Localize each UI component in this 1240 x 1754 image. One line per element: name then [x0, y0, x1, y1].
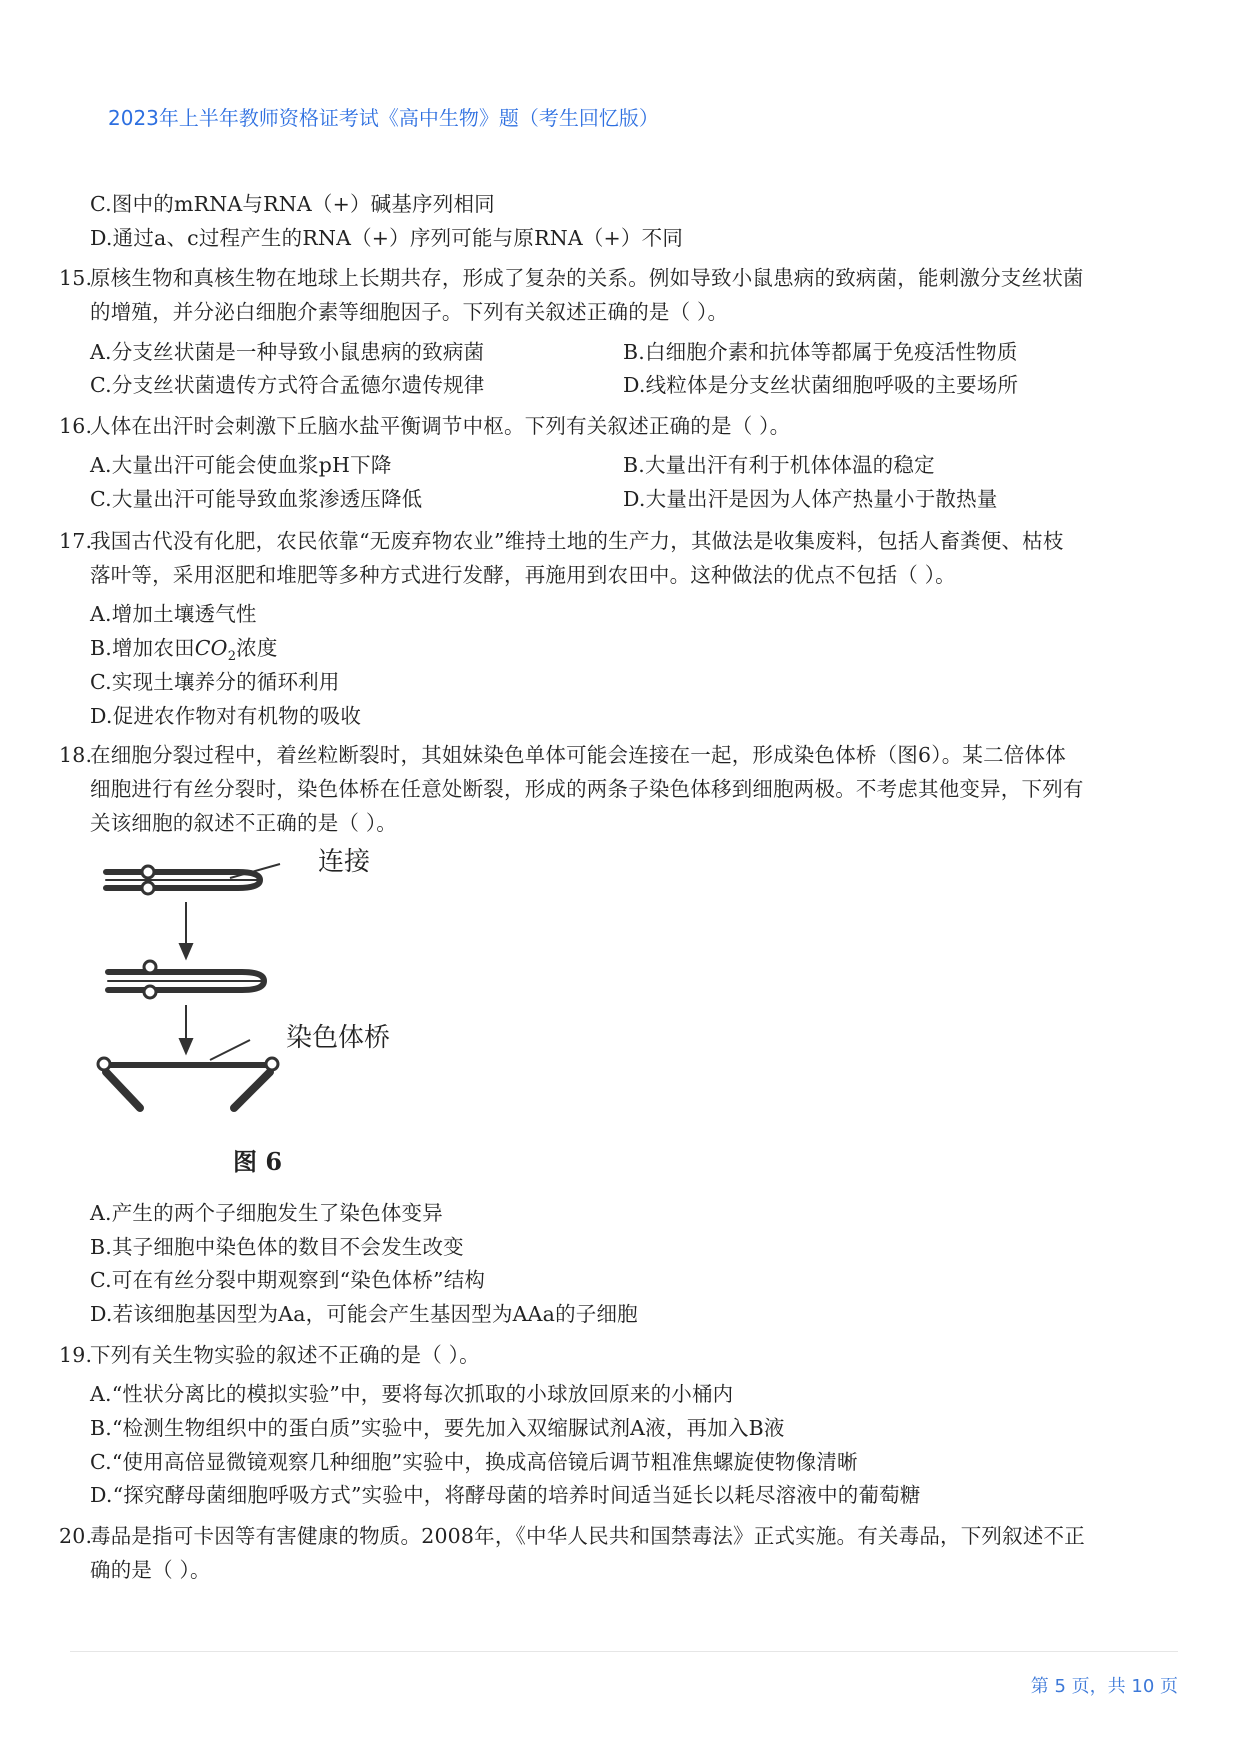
option-b-text: B.增加农田: [90, 636, 195, 660]
question-stem: 落叶等，采用沤肥和堆肥等多种方式进行发酵，再施用到农田中。这种做法的优点不包括（ ）。: [90, 563, 956, 587]
question-stem: 确的是（ ）。: [90, 1558, 211, 1582]
page-number: 第 5 页，共 10 页: [1030, 1676, 1178, 1697]
question-stem: 在细胞分裂过程中，着丝粒断裂时，其姐妹染色单体可能会连接在一起，形成染色体桥（图6）。某二倍体体: [90, 743, 1066, 767]
option-c: C.“使用高倍显微镜观察几种细胞”实验中，换成高倍镜后调节粗准焦螺旋使物像清晰: [90, 1450, 858, 1474]
document-header-title: 2023年上半年教师资格证考试《高中生物》题（考生回忆版）: [108, 106, 659, 130]
option-b: B.大量出汗有利于机体体温的稳定: [623, 453, 935, 477]
question-stem: 毒品是指可卡因等有害健康的物质。2008年，《中华人民共和国禁毒法》正式实施。有关毒品，下列叙述不正: [90, 1524, 1085, 1548]
question-stem: 原核生物和真核生物在地球上长期共存，形成了复杂的关系。例如导致小鼠患病的致病菌，能刺激分支丝状菌: [90, 266, 1084, 290]
question-number: 15.: [59, 266, 93, 290]
option-b: [90, 635, 278, 670]
question-number: 18.: [59, 743, 93, 767]
figure-caption: 图 6: [233, 1147, 283, 1176]
option-a: A.大量出汗可能会使血浆pH下降: [90, 453, 392, 477]
chromosome-bridge: [98, 1058, 278, 1108]
question-number: 20.: [59, 1524, 93, 1548]
question-number: 17.: [59, 529, 93, 553]
arrow-down-icon: [180, 1005, 192, 1053]
option-c: C.可在有丝分裂中期观察到“染色体桥”结构: [90, 1268, 486, 1292]
question-stem: 下列有关生物实验的叙述不正确的是（ ）。: [90, 1343, 480, 1367]
label-connect: 连接: [318, 847, 371, 877]
option-b: B.其子细胞中染色体的数目不会发生改变: [90, 1235, 464, 1259]
co2-formula: CO: [194, 636, 228, 660]
option-d: D.线粒体是分支丝状菌细胞呼吸的主要场所: [623, 373, 1019, 397]
bridge-pointer-line: [210, 1040, 250, 1060]
option-c: C.分支丝状菌遗传方式符合孟德尔遗传规律: [90, 373, 485, 397]
question-number: 16.: [59, 414, 93, 438]
option-a: A.“性状分离比的模拟实验”中，要将每次抓取的小球放回原来的小桶内: [90, 1382, 734, 1406]
question-stem: 的增殖，并分泌白细胞介素等细胞因子。下列有关叙述正确的是（ ）。: [90, 300, 729, 324]
question-stem: 我国古代没有化肥，农民依靠“无废弃物农业”维持土地的生产力，其做法是收集废料，包括人畜粪便、枯枝: [90, 529, 1064, 553]
option-b: B.“检测生物组织中的蛋白质”实验中，要先加入双缩脲试剂A液，再加入B液: [90, 1416, 785, 1440]
question-stem: 细胞进行有丝分裂时，染色体桥在任意处断裂，形成的两条子染色体移到细胞两极。不考虑其他变异，下列有: [90, 777, 1084, 801]
option-d: D.“探究酵母菌细胞呼吸方式”实验中，将酵母菌的培养时间适当延长以耗尽溶液中的葡萄糖: [90, 1483, 921, 1507]
question-stem: 关该细胞的叙述不正确的是（ ）。: [90, 811, 397, 835]
option-b: B.白细胞介素和抗体等都属于免疫活性物质: [623, 340, 1018, 364]
option-d-prev: D.通过a、c过程产生的RNA（+）序列可能与原RNA（+）不同: [90, 226, 684, 250]
co2-subscript: 2: [227, 649, 237, 665]
chromosome-centromere-split: [108, 961, 264, 998]
figure-6-chromosome-bridge: [90, 840, 430, 1190]
option-d: D.促进农作物对有机物的吸收: [90, 704, 362, 728]
option-c-prev: C.图中的mRNA与RNA（+）碱基序列相同: [90, 192, 495, 216]
arrow-down-icon: [180, 902, 192, 958]
option-c: C.实现土壤养分的循环利用: [90, 670, 340, 694]
chromosome-connected: [106, 866, 260, 894]
option-a: A.产生的两个子细胞发生了染色体变异: [90, 1201, 443, 1225]
option-a: A.增加土壤透气性: [90, 602, 257, 626]
label-bridge: 染色体桥: [286, 1023, 391, 1053]
option-b-text: 浓度: [236, 636, 278, 660]
question-stem: 人体在出汗时会刺激下丘脑水盐平衡调节中枢。下列有关叙述正确的是（ ）。: [90, 414, 791, 438]
option-a: A.分支丝状菌是一种导致小鼠患病的致病菌: [90, 340, 485, 364]
question-number: 19.: [59, 1343, 93, 1367]
option-d: D.若该细胞基因型为Aa，可能会产生基因型为AAa的子细胞: [90, 1302, 638, 1326]
option-c: C.大量出汗可能导致血浆渗透压降低: [90, 487, 423, 511]
option-d: D.大量出汗是因为人体产热量小于散热量: [623, 487, 998, 511]
footer-divider: [70, 1651, 1178, 1652]
